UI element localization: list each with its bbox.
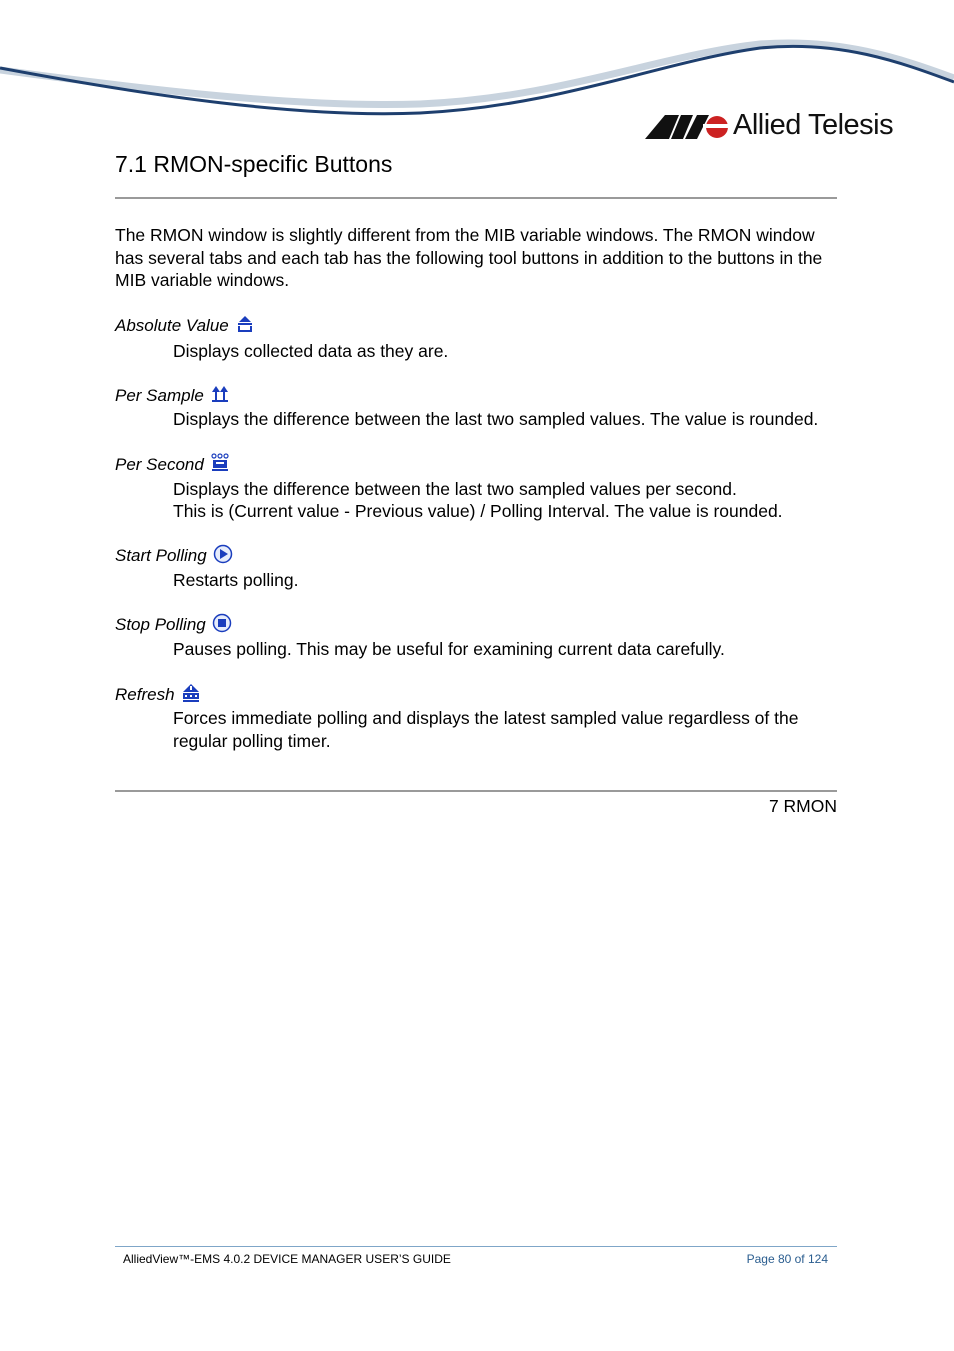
section-tag: 7 RMON: [768, 796, 837, 816]
term-label: Per Sample: [115, 386, 204, 405]
desc-refresh: Forces immediate polling and displays the latest sampled value regardless of the regular polling timer.: [173, 708, 799, 751]
term-label: Per Second: [115, 455, 204, 474]
footer-page-number: Page 80 of 124: [746, 1252, 828, 1266]
per-second-icon: [210, 453, 230, 473]
brand-name: Allied Telesis: [733, 109, 894, 141]
term-label: Stop Polling: [115, 615, 206, 634]
term-stop-polling: [115, 615, 232, 635]
desc-stop-polling: Pauses polling. This may be useful for examining current data carefully.: [173, 639, 725, 659]
footer-doc-title: AlliedView™-EMS 4.0.2 DEVICE MANAGER USER’S GUIDE: [123, 1252, 451, 1266]
stop-polling-icon: [212, 613, 232, 633]
term-label: Start Polling: [115, 546, 207, 565]
desc-start-polling: Restarts polling.: [173, 570, 299, 590]
refresh-icon: [181, 683, 201, 703]
term-start-polling: [115, 546, 233, 566]
absolute-value-icon: [235, 314, 255, 334]
desc-per-second-line-1: Displays the difference between the last two sampled values per second.: [173, 479, 737, 499]
section-heading: 7.1 RMON-specific Buttons: [115, 151, 393, 177]
allied-telesis-logo-icon: [645, 115, 729, 139]
desc-per-second-line-2: This is (Current value - Previous value) / Polling Interval. The value is rounded.: [173, 501, 783, 521]
term-refresh: [115, 685, 201, 705]
heading-divider: [115, 197, 837, 199]
footer-divider: [115, 1246, 837, 1247]
intro-paragraph: The RMON window is slightly different from the MIB variable windows. The RMON window has several tabs and each tab has the following tool buttons in addition to the buttons in the MIB variable windows.: [115, 225, 823, 290]
term-per-sample: [115, 386, 230, 406]
per-sample-icon: [210, 384, 230, 404]
brand-logo: [645, 109, 905, 149]
term-absolute-value: [115, 316, 255, 336]
term-label: Absolute Value: [115, 316, 229, 335]
start-polling-icon: [213, 544, 233, 564]
section-end-divider: [115, 790, 837, 792]
desc-absolute-value: Displays collected data as they are.: [173, 341, 449, 361]
desc-per-sample: Displays the difference between the last two sampled values. The value is rounded.: [173, 409, 819, 429]
term-per-second: [115, 455, 230, 475]
term-label: Refresh: [115, 685, 175, 704]
